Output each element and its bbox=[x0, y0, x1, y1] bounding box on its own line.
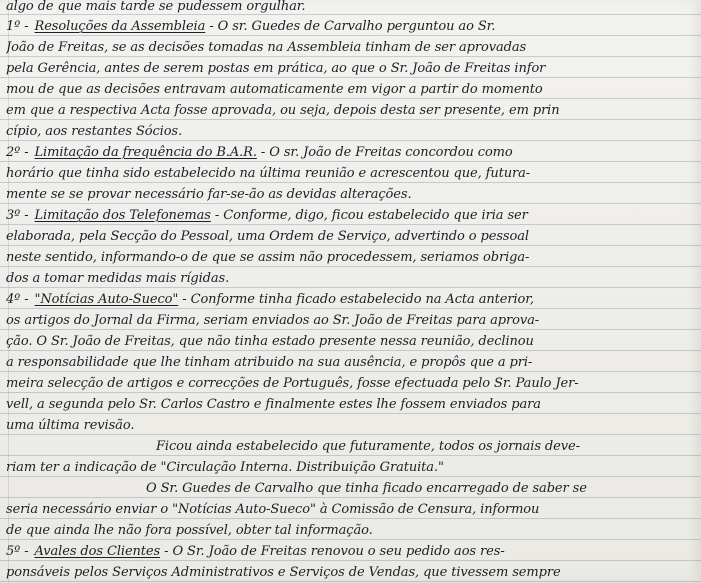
line-text: em que a respectiva Acta fosse aprovada, ou seja, depois desta ser presente, em prin bbox=[6, 103, 560, 118]
line-text: - Conforme tinha ficado estabelecido na Acta anterior, bbox=[178, 292, 534, 307]
line-text: - O sr. João de Freitas concordou como bbox=[256, 145, 513, 160]
section-4-heading-line bbox=[6, 289, 693, 310]
section-3-heading-line bbox=[6, 205, 693, 226]
text-line bbox=[6, 499, 693, 520]
line-text: uma última revisão. bbox=[6, 418, 135, 433]
section-heading: Avales dos Clientes bbox=[34, 544, 161, 559]
text-line bbox=[6, 562, 693, 583]
line-text: ponsáveis pelos Serviços Administrativos e Serviços de Vendas, que tivessem sempre bbox=[6, 565, 561, 580]
line-text: - O Sr. João de Freitas renovou o seu pedido aos res- bbox=[160, 544, 505, 559]
text-line bbox=[6, 58, 693, 79]
text-line bbox=[6, 394, 693, 415]
text-line bbox=[6, 520, 693, 541]
text-line bbox=[6, 436, 693, 457]
text-line bbox=[6, 79, 693, 100]
line-text: de que ainda lhe não fora possível, obter tal informação. bbox=[6, 523, 373, 538]
line-text: a responsabilidade que lhe tinham atribuido na sua ausência, e propôs que a pri- bbox=[6, 355, 533, 370]
text-line bbox=[6, 310, 693, 331]
line-text: meira selecção de artigos e correcções de Português, fosse efectuada pelo Sr. Paulo Jer- bbox=[6, 376, 579, 391]
text-line bbox=[6, 268, 693, 289]
text-line bbox=[6, 457, 693, 478]
text-line bbox=[6, 352, 693, 373]
line-text: Ficou ainda estabelecido que futuramente, todos os jornais deve- bbox=[156, 439, 580, 454]
text-line bbox=[6, 415, 693, 436]
text-line bbox=[6, 163, 693, 184]
line-text: os artigos do Jornal da Firma, seriam enviados ao Sr. João de Freitas para aprova- bbox=[6, 313, 540, 328]
text-line bbox=[6, 184, 693, 205]
text-line bbox=[6, 0, 693, 17]
line-text: O Sr. Guedes de Carvalho que tinha ficado encarregado de saber se bbox=[146, 481, 587, 496]
line-text: horário que tinha sido estabelecido na última reunião e acrescentou que, futura- bbox=[6, 166, 531, 181]
section-1-heading-line bbox=[6, 16, 693, 37]
section-number: 2º - bbox=[6, 145, 29, 160]
line-text: neste sentido, informando-o de que se assim não procedessem, seriamos obriga- bbox=[6, 250, 530, 265]
line-text: cípio, aos restantes Sócios. bbox=[6, 124, 183, 139]
section-number: 1º - bbox=[6, 19, 29, 34]
section-heading: Limitação da frequência do B.A.R. bbox=[34, 145, 257, 160]
section-2-heading-line bbox=[6, 142, 693, 163]
line-text: mou de que as decisões entravam automaticamente em vigor a partir do momento bbox=[6, 82, 543, 97]
text-line bbox=[6, 478, 693, 499]
line-text: seria necessário enviar o "Notícias Auto-Sueco" à Comissão de Censura, informou bbox=[6, 502, 540, 517]
line-text: riam ter a indicação de "Circulação Interna. Distribuição Gratuita." bbox=[6, 460, 444, 475]
text-line bbox=[6, 373, 693, 394]
section-number: 5º - bbox=[6, 544, 29, 559]
text-line bbox=[6, 247, 693, 268]
text-line bbox=[6, 226, 693, 247]
text-line bbox=[6, 100, 693, 121]
line-text: elaborada, pela Secção do Pessoal, uma Ordem de Serviço, advertindo o pessoal bbox=[6, 229, 529, 244]
section-heading: Resoluções da Assembleia bbox=[34, 19, 206, 34]
section-number: 4º - bbox=[6, 292, 29, 307]
text-line bbox=[6, 331, 693, 352]
section-5-heading-line bbox=[6, 541, 693, 562]
line-text: - Conforme, digo, ficou estabelecido que iria ser bbox=[210, 208, 528, 223]
text-line bbox=[6, 121, 693, 142]
line-text: algo de que mais tarde se pudessem orgulhar. bbox=[6, 0, 306, 14]
section-heading: Limitação dos Telefonemas bbox=[34, 208, 211, 223]
line-text: pela Gerência, antes de serem postas em prática, ao que o Sr. João de Freitas infor bbox=[6, 61, 546, 76]
line-text: dos a tomar medidas mais rígidas. bbox=[6, 271, 230, 286]
line-text: ção. O Sr. João de Freitas, que não tinha estado presente nessa reunião, declinou bbox=[6, 334, 534, 349]
text-line bbox=[6, 37, 693, 58]
line-text: João de Freitas, se as decisões tomadas na Assembleia tinham de ser aprovadas bbox=[6, 40, 527, 55]
line-text: mente se se provar necessário far-se-ão as devidas alterações. bbox=[6, 187, 412, 202]
section-heading: "Notícias Auto-Sueco" bbox=[34, 292, 179, 307]
line-text: vell, a segunda pelo Sr. Carlos Castro e finalmente estes lhe fossem enviados para bbox=[6, 397, 541, 412]
line-text: - O sr. Guedes de Carvalho perguntou ao Sr. bbox=[205, 19, 496, 34]
section-number: 3º - bbox=[6, 208, 29, 223]
